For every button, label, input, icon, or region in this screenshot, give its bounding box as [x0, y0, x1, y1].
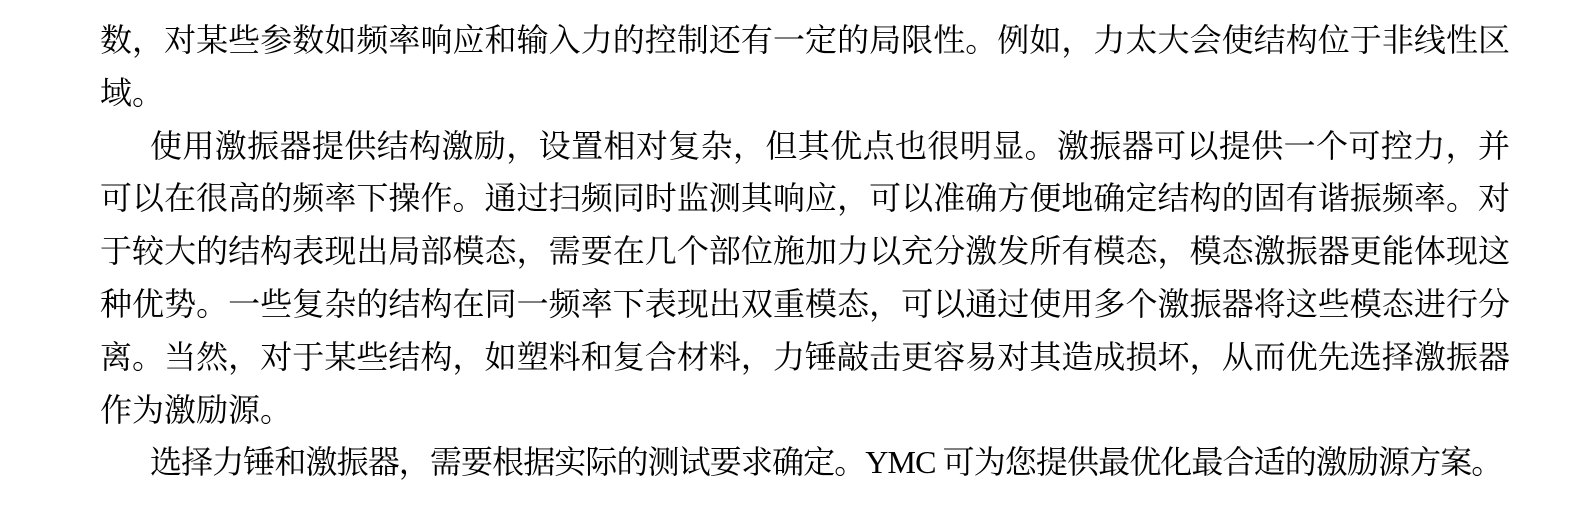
- paragraph-limitations-continued: 数，对某些参数如频率响应和输入力的控制还有一定的局限性。例如，力太大会使结构位于非线性区域。: [100, 22, 1510, 111]
- paragraph-selection-conclusion: 选择力锤和激振器，需要根据实际的测试要求确定。YMC 可为您提供最优化最合适的激励源方案。: [150, 444, 1503, 481]
- paragraph-shaker-advantages: 使用激振器提供结构激励，设置相对复杂，但其优点也很明显。激振器可以提供一个可控力，并可以在很高的频率下操作。通过扫频同时监测其响应，可以准确方便地确定结构的固有谐振频率。对于较大的结构表现出局部模态，需要在几个部位施加力以充分激发所有模态，模态激振器更能体现这种优势。一些复杂的结构在同一频率下表现出双重模态，可以通过使用多个激振器将这些模态进行分离。当然，对于某些结构，如塑料和复合材料，力锤敲击更容易对其造成损坏，从而优先选择激振器作为激励源。: [100, 127, 1510, 428]
